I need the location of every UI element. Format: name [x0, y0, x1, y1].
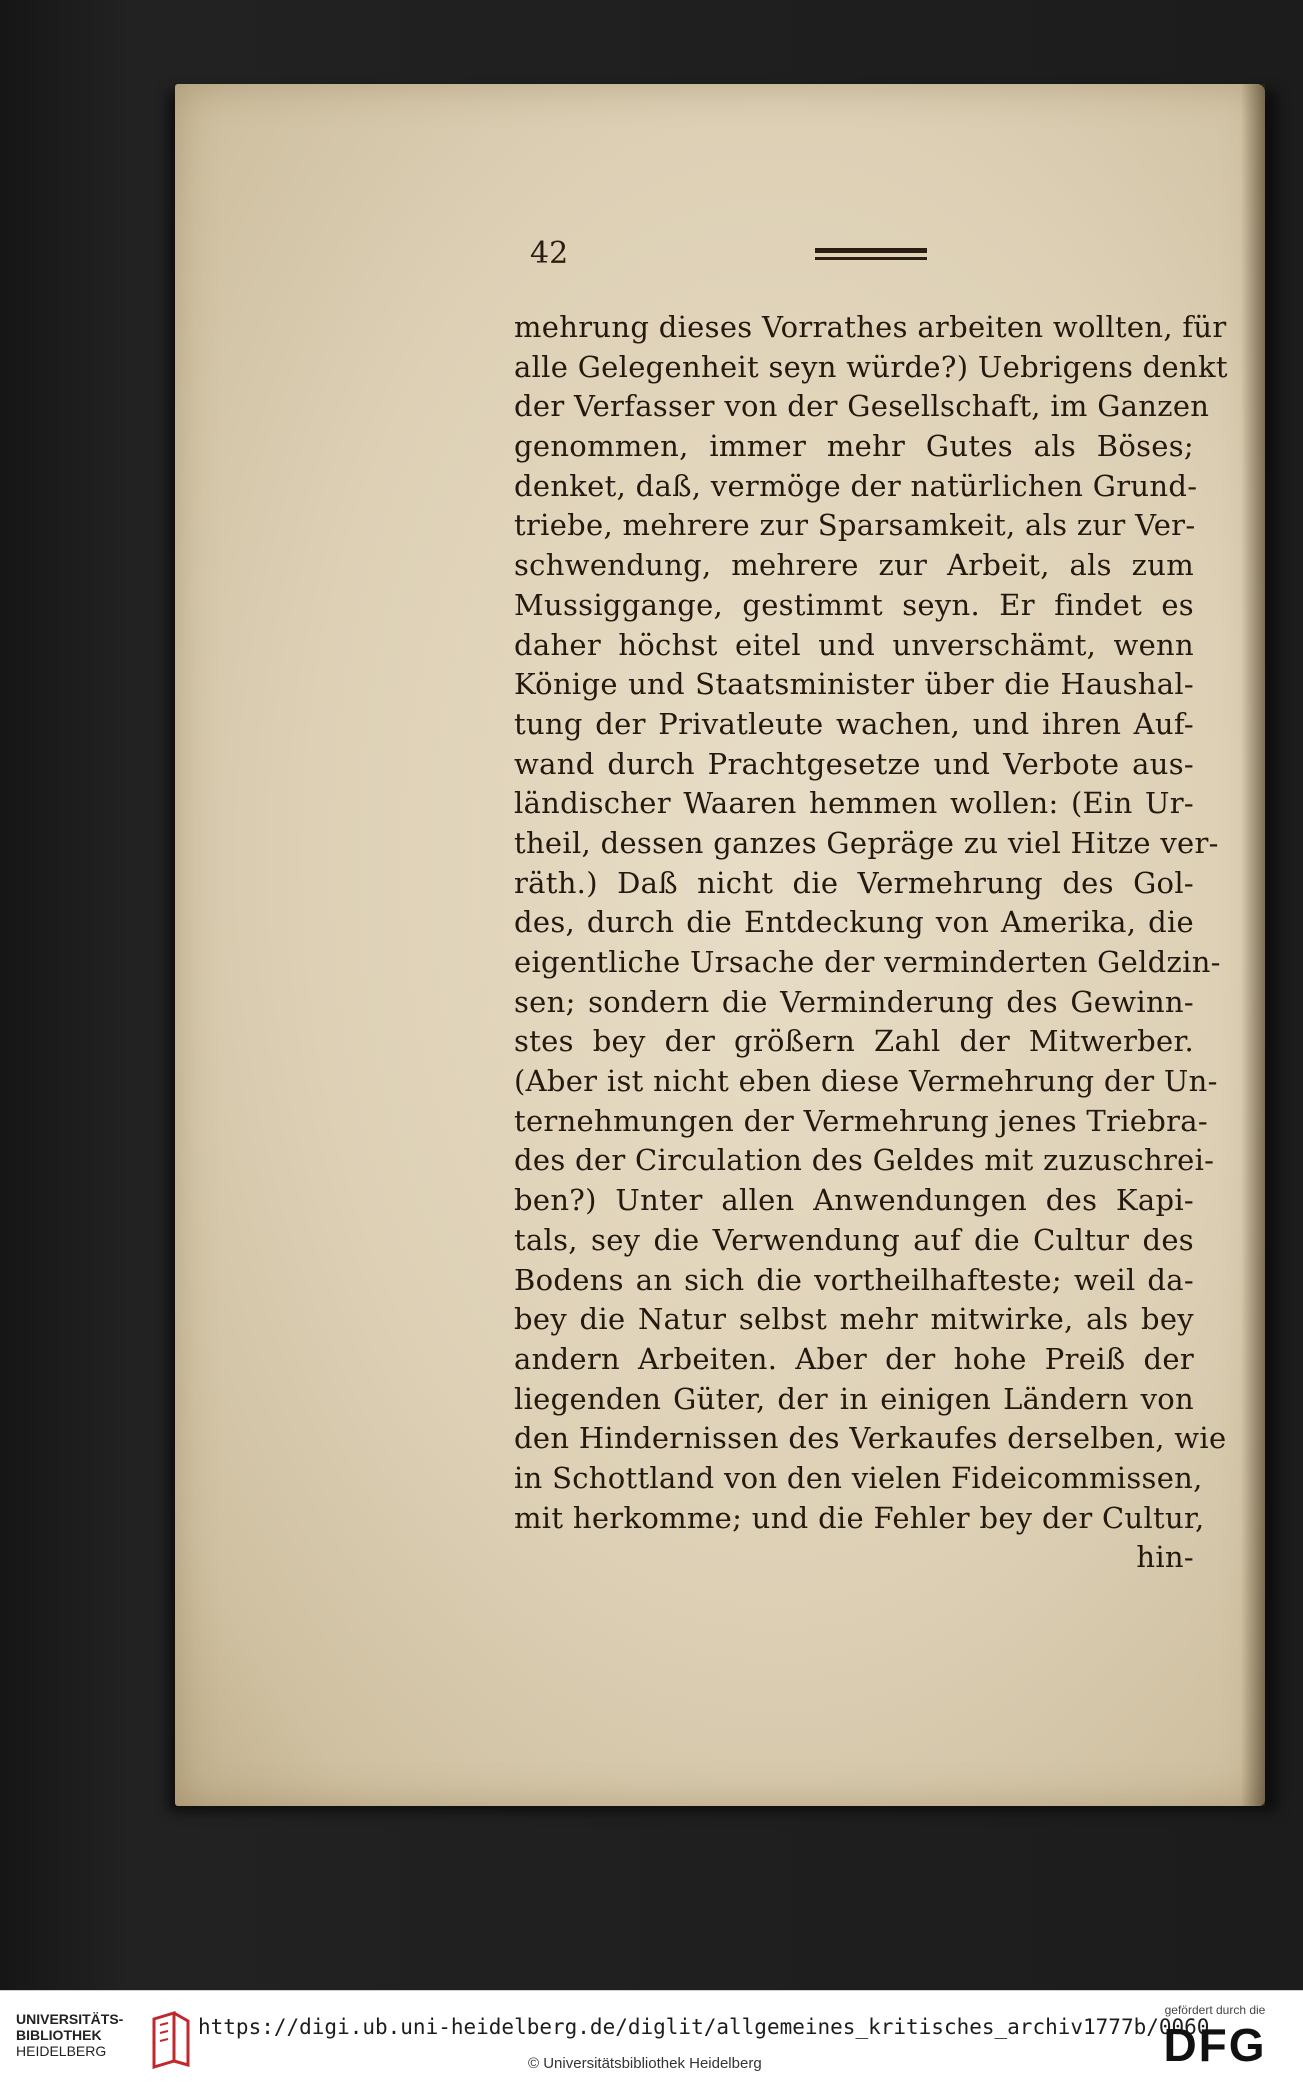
copyright-notice: © Universitätsbibliothek Heidelberg [528, 2055, 762, 2072]
text-line: räth.) Daß nicht die Vermehrung des Gol- [514, 865, 1194, 900]
logo-text-line: BIBLIOTHEK [16, 2027, 102, 2043]
text-line: mit herkomme; und die Fehler bey der Cultur, [514, 1500, 1205, 1535]
page-gutter-shadow [1241, 84, 1265, 1806]
library-emblem-icon [148, 2011, 192, 2069]
text-line: genommen, immer mehr Gutes als Böses; [514, 429, 1194, 464]
page-number: 42 [530, 236, 569, 271]
text-line: ben?) Unter allen Anwendungen des Kapi- [514, 1183, 1194, 1218]
text-line: ländischer Waaren hemmen wollen: (Ein Ur- [514, 786, 1194, 821]
logo-text-line: UNIVERSITÄTS- [16, 2011, 124, 2027]
catchword: hin- [1136, 1540, 1194, 1575]
text-line: Bodens an sich die vortheilhafteste; weil da- [514, 1262, 1194, 1297]
text-line: bey die Natur selbst mehr mitwirke, als bey [514, 1302, 1194, 1337]
text-line: schwendung, mehrere zur Arbeit, als zum [514, 548, 1194, 583]
text-line: des, durch die Entdeckung von Amerika, die [514, 905, 1194, 940]
text-line: tals, sey die Verwendung auf die Cultur des [514, 1222, 1194, 1257]
text-line: des der Circulation des Geldes mit zuzuschrei- [514, 1143, 1215, 1178]
text-line: der Verfasser von der Gesellschaft, im Ganzen [514, 389, 1210, 424]
text-line: wand durch Prachtgesetze und Verbote aus- [514, 746, 1194, 781]
text-line: liegenden Güter, der in einigen Ländern von [514, 1381, 1194, 1416]
text-line: eigentliche Ursache der verminderten Geldzin- [514, 945, 1221, 979]
text-line: stes bey der größern Zahl der Mitwerber. [514, 1024, 1194, 1059]
text-line: mehrung dieses Vorrathes arbeiten wollten, für [514, 310, 1227, 344]
text-line: daher höchst eitel und unverschämt, wenn [514, 627, 1194, 662]
text-line: (Aber ist nicht eben diese Vermehrung der Un- [514, 1064, 1218, 1099]
funder-block [1145, 2003, 1285, 2081]
permalink-url[interactable]: https://digi.ub.uni-heidelberg.de/diglit/allgemeines_kritisches_archiv1777b/0060 [198, 2015, 1210, 2039]
logo-text-line: HEIDELBERG [16, 2043, 107, 2059]
text-line: tung der Privatleute wachen, und ihren Auf- [514, 706, 1194, 741]
header-rule [815, 248, 927, 253]
viewer-footer [0, 1990, 1303, 2088]
text-line: den Hindernissen des Verkaufes derselben, wie [514, 1421, 1227, 1456]
text-line: ternehmungen der Vermehrung jenes Triebra- [514, 1103, 1208, 1138]
header-rule [815, 257, 927, 260]
page-header [530, 236, 960, 276]
text-line: sen; sondern die Verminderung des Gewinn- [514, 984, 1194, 1019]
page-body-text [514, 308, 1228, 1578]
text-line: andern Arbeiten. Aber der hohe Preiß der [514, 1341, 1194, 1376]
text-line: denket, daß, vermöge der natürlichen Grund- [514, 468, 1198, 503]
text-line: Mussiggange, gestimmt seyn. Er findet es [514, 587, 1194, 622]
text-line: triebe, mehrere zur Sparsamkeit, als zur Ver- [514, 508, 1196, 543]
funder-caption: gefördert durch die [1164, 2003, 1266, 2017]
text-line: in Schottland von den vielen Fideicommissen, [514, 1460, 1203, 1495]
library-logo[interactable] [16, 2011, 186, 2071]
text-line: alle Gelegenheit seyn würde?) Uebrigens denkt [514, 349, 1228, 384]
text-line: theil, dessen ganzes Gepräge zu viel Hitze ver- [514, 825, 1219, 860]
text-line: Könige und Staatsminister über die Haushal- [514, 667, 1194, 702]
dfg-logo[interactable]: DFG [1163, 2019, 1267, 2071]
